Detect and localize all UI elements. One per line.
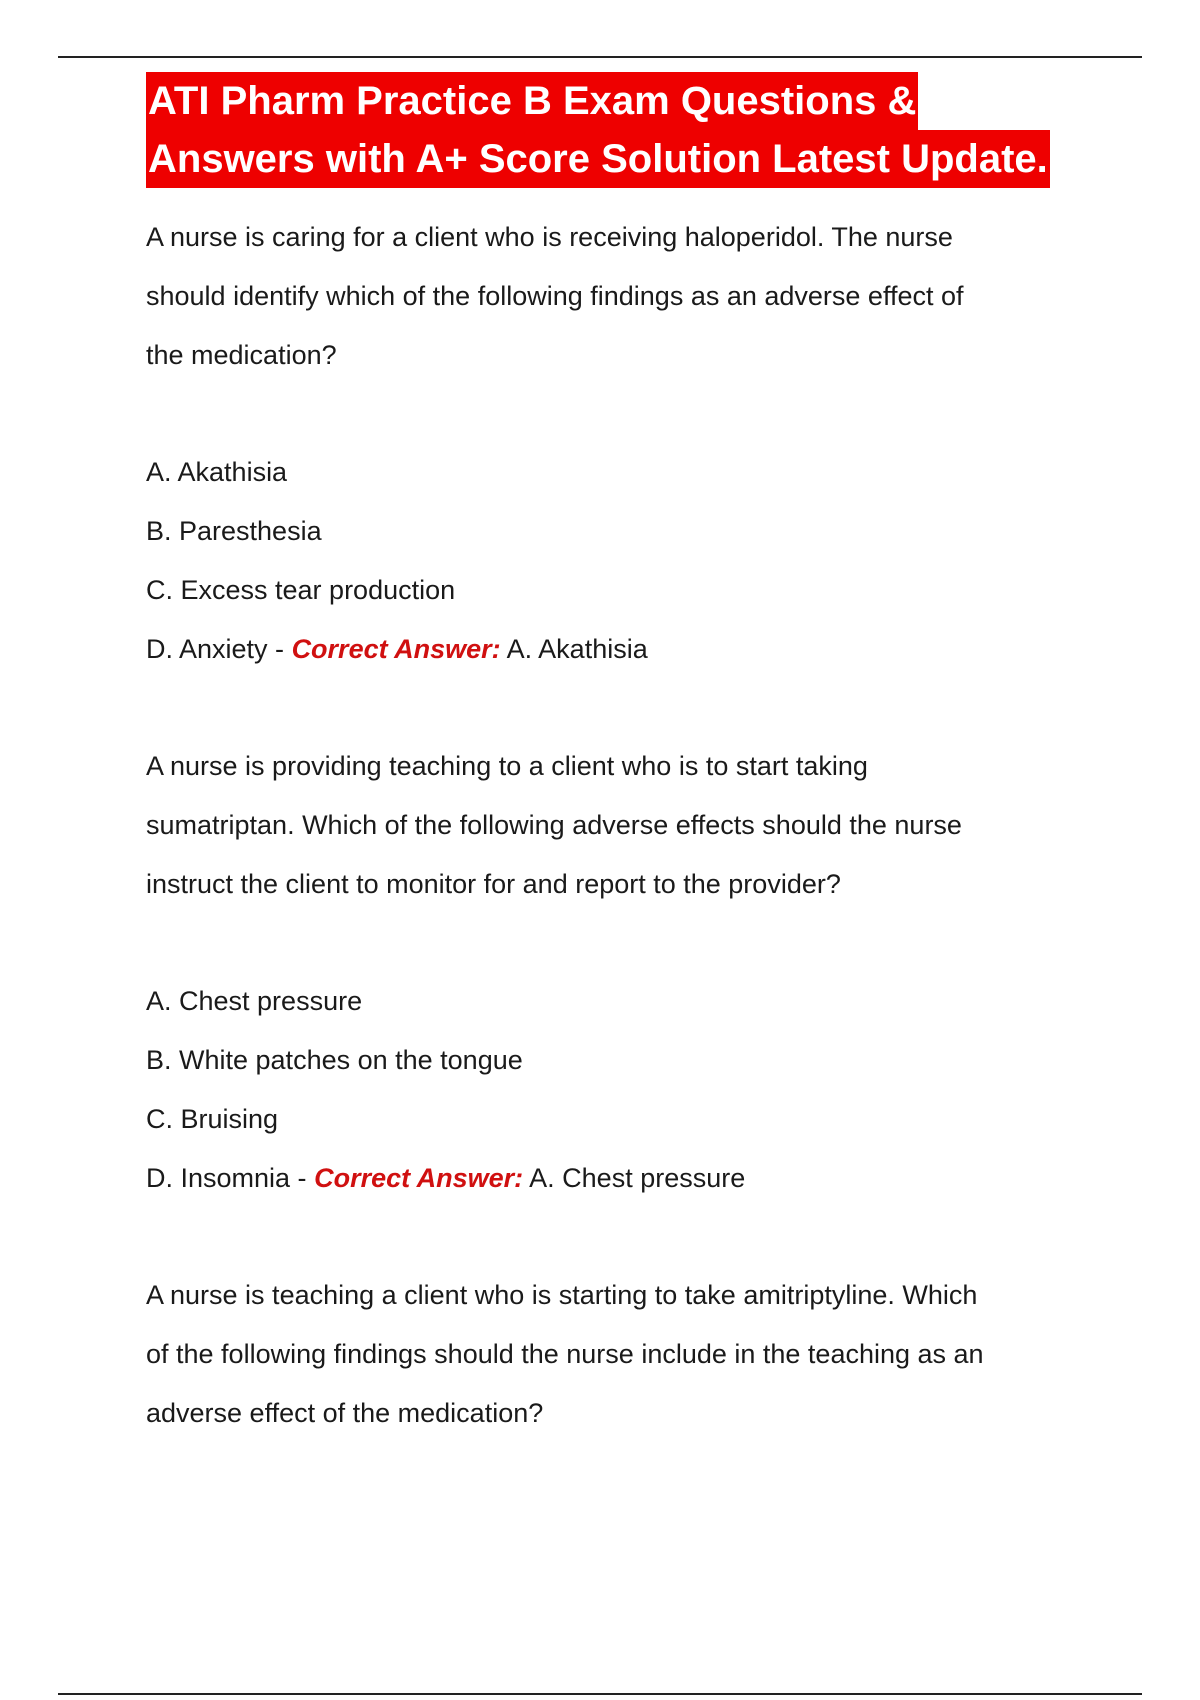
title-line-1: ATI Pharm Practice B Exam Questions & <box>146 72 918 130</box>
header-rule <box>58 56 1142 58</box>
option-d-text: D. Insomnia - <box>146 1163 307 1193</box>
question-line: A nurse is teaching a client who is starting to take amitriptyline. Which <box>146 1280 978 1310</box>
question-line: the medication? <box>146 340 337 370</box>
question-line: of the following findings should the nurse include in the teaching as an <box>146 1339 984 1369</box>
question-text <box>146 1266 1086 1443</box>
correct-answer-label: Correct Answer: <box>314 1163 524 1193</box>
title-line-2: Answers with A+ Score Solution Latest Update. <box>146 130 1050 188</box>
question-text <box>146 208 1086 385</box>
question-block-3 <box>146 1266 1086 1443</box>
option-a: A. Chest pressure <box>146 986 363 1016</box>
question-line: sumatriptan. Which of the following adverse effects should the nurse <box>146 810 962 840</box>
option-c: C. Bruising <box>146 1104 279 1134</box>
question-line: instruct the client to monitor for and report to the provider? <box>146 869 841 899</box>
option-d <box>146 620 1086 679</box>
document-title <box>146 72 1086 188</box>
question-block-1 <box>146 208 1086 679</box>
option-b: B. White patches on the tongue <box>146 1045 523 1075</box>
correct-answer-value: A. Chest pressure <box>529 1163 746 1193</box>
option-d <box>146 1149 1086 1208</box>
answer-options <box>146 443 1086 679</box>
question-line: A nurse is caring for a client who is receiving haloperidol. The nurse <box>146 222 953 252</box>
option-c: C. Excess tear production <box>146 575 456 605</box>
question-block-2 <box>146 737 1086 1208</box>
question-line: should identify which of the following findings as an adverse effect of <box>146 281 964 311</box>
correct-answer-label: Correct Answer: <box>291 634 501 664</box>
question-line: A nurse is providing teaching to a client who is to start taking <box>146 751 868 781</box>
document-content <box>146 72 1086 1443</box>
footer-rule <box>58 1693 1142 1695</box>
question-line: adverse effect of the medication? <box>146 1398 544 1428</box>
option-b: B. Paresthesia <box>146 516 322 546</box>
answer-options <box>146 972 1086 1208</box>
question-text <box>146 737 1086 914</box>
option-a: A. Akathisia <box>146 457 288 487</box>
correct-answer-value: A. Akathisia <box>506 634 648 664</box>
option-d-text: D. Anxiety - <box>146 634 285 664</box>
